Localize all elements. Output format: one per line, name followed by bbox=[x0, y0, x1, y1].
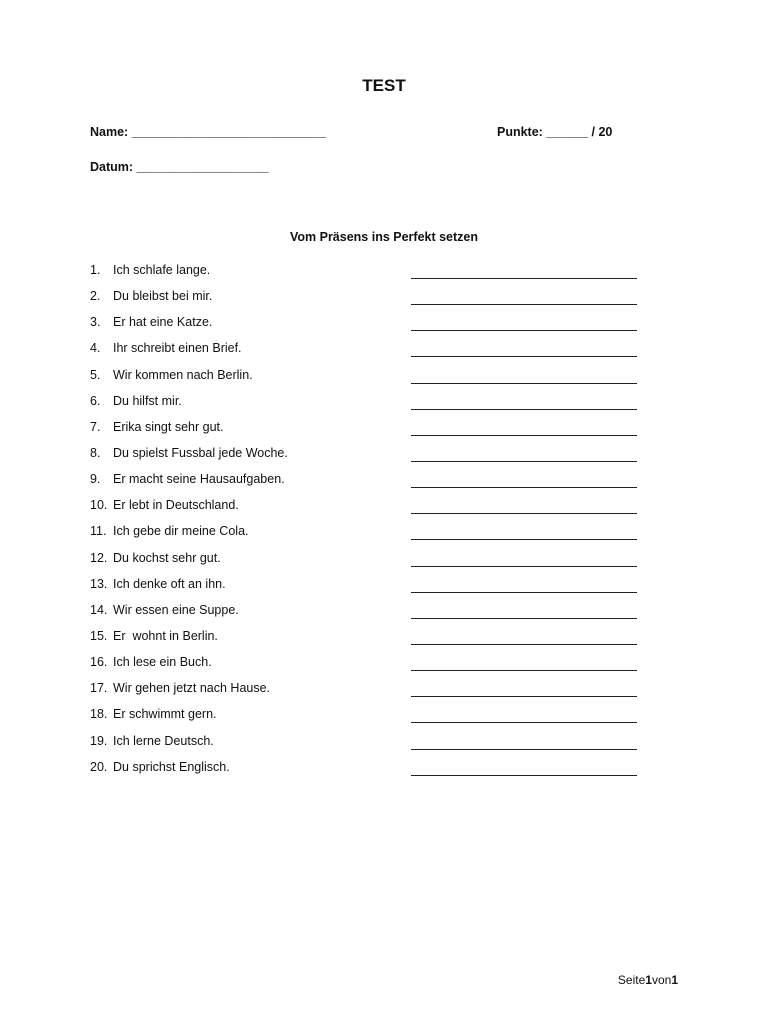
exercise-sentence: Ich lerne Deutsch. bbox=[113, 733, 214, 748]
answer-line bbox=[411, 304, 637, 305]
exercise-item bbox=[90, 472, 650, 498]
section-heading: Vom Präsens ins Perfekt setzen bbox=[289, 230, 479, 244]
answer-line bbox=[411, 330, 637, 331]
exercise-sentence: Er hat eine Katze. bbox=[113, 315, 213, 330]
exercise-item bbox=[90, 263, 650, 289]
answer-line bbox=[411, 749, 637, 750]
exercise-number: 8. bbox=[90, 445, 101, 460]
answer-line bbox=[411, 409, 637, 410]
exercise-item bbox=[90, 577, 650, 603]
exercise-item bbox=[90, 498, 650, 524]
exercise-sentence: Du kochst sehr gut. bbox=[113, 550, 221, 565]
date-field: Datum: ___________________ bbox=[90, 160, 269, 174]
answer-line bbox=[411, 775, 637, 776]
exercise-sentence: Wir gehen jetzt nach Hause. bbox=[113, 681, 271, 696]
exercise-list bbox=[90, 263, 650, 786]
exercise-number: 11. bbox=[90, 524, 107, 539]
exercise-number: 7. bbox=[90, 419, 101, 434]
answer-line bbox=[411, 696, 637, 697]
document-title: TEST bbox=[362, 76, 406, 95]
exercise-item bbox=[90, 681, 650, 707]
exercise-sentence: Du hilfst mir. bbox=[113, 393, 182, 408]
answer-line bbox=[411, 356, 637, 357]
exercise-number: 3. bbox=[90, 315, 101, 330]
exercise-item bbox=[90, 446, 650, 472]
exercise-item bbox=[90, 394, 650, 420]
answer-line bbox=[411, 618, 637, 619]
answer-line bbox=[411, 644, 637, 645]
points-field: Punkte: ______ / 20 bbox=[497, 125, 613, 139]
exercise-item bbox=[90, 420, 650, 446]
exercise-number: 1. bbox=[90, 263, 101, 277]
exercise-sentence: Du spielst Fussbal jede Woche. bbox=[113, 445, 288, 460]
page-footer bbox=[618, 973, 678, 987]
exercise-sentence: Ich schlafe lange. bbox=[113, 263, 211, 277]
exercise-number: 18. bbox=[90, 707, 108, 722]
exercise-item bbox=[90, 524, 650, 550]
answer-line bbox=[411, 670, 637, 671]
exercise-item bbox=[90, 551, 650, 577]
exercise-number: 9. bbox=[90, 472, 101, 487]
exercise-sentence: Du sprichst Englisch. bbox=[113, 759, 230, 774]
answer-line bbox=[411, 278, 637, 279]
exercise-number: 14. bbox=[90, 602, 108, 617]
page-current: 1 bbox=[645, 973, 652, 987]
exercise-number: 17. bbox=[90, 681, 108, 696]
exercise-sentence: Ich gebe dir meine Cola. bbox=[113, 524, 249, 539]
answer-line bbox=[411, 566, 637, 567]
exercise-sentence: Er schwimmt gern. bbox=[113, 707, 217, 722]
answer-line bbox=[411, 539, 637, 540]
exercise-sentence: Du bleibst bei mir. bbox=[113, 289, 213, 304]
exercise-number: 19. bbox=[90, 733, 108, 748]
exercise-sentence: Er lebt in Deutschland. bbox=[113, 498, 239, 513]
exercise-sentence: Ich lese ein Buch. bbox=[113, 655, 212, 670]
exercise-sentence: Ich denke oft an ihn. bbox=[113, 576, 226, 591]
answer-line bbox=[411, 513, 637, 514]
exercise-number: 20. bbox=[90, 759, 108, 774]
answer-line bbox=[411, 461, 637, 462]
exercise-number: 6. bbox=[90, 393, 101, 408]
answer-line bbox=[411, 592, 637, 593]
exercise-item bbox=[90, 760, 650, 786]
answer-line bbox=[411, 487, 637, 488]
answer-line bbox=[411, 383, 637, 384]
exercise-number: 10. bbox=[90, 498, 108, 513]
exercise-number: 15. bbox=[90, 628, 108, 643]
exercise-sentence: Wir essen eine Suppe. bbox=[113, 602, 239, 617]
exercise-item bbox=[90, 629, 650, 655]
exercise-item bbox=[90, 603, 650, 629]
exercise-sentence: Ihr schreibt einen Brief. bbox=[113, 341, 242, 356]
exercise-sentence: Erika singt sehr gut. bbox=[113, 419, 224, 434]
page-word: Seite bbox=[617, 973, 646, 987]
exercise-number: 12. bbox=[90, 550, 108, 565]
exercise-item bbox=[90, 707, 650, 733]
exercise-sentence: Er macht seine Hausaufgaben. bbox=[113, 472, 285, 487]
exercise-item bbox=[90, 315, 650, 341]
exercise-item bbox=[90, 655, 650, 681]
exercise-number: 2. bbox=[90, 289, 101, 304]
answer-line bbox=[411, 435, 637, 436]
exercise-sentence: Wir kommen nach Berlin. bbox=[113, 367, 253, 382]
page-total: 1 bbox=[671, 973, 678, 987]
exercise-number: 4. bbox=[90, 341, 101, 356]
exercise-item bbox=[90, 289, 650, 315]
exercise-number: 16. bbox=[90, 655, 108, 670]
answer-line bbox=[411, 722, 637, 723]
exercise-item bbox=[90, 734, 650, 760]
exercise-item bbox=[90, 341, 650, 367]
of-word: von bbox=[651, 973, 672, 987]
exercise-number: 5. bbox=[90, 367, 101, 382]
exercise-number: 13. bbox=[90, 576, 108, 591]
name-field: Name: ____________________________ bbox=[90, 125, 327, 139]
exercise-item bbox=[90, 368, 650, 394]
exercise-sentence: Er wohnt in Berlin. bbox=[113, 628, 218, 643]
